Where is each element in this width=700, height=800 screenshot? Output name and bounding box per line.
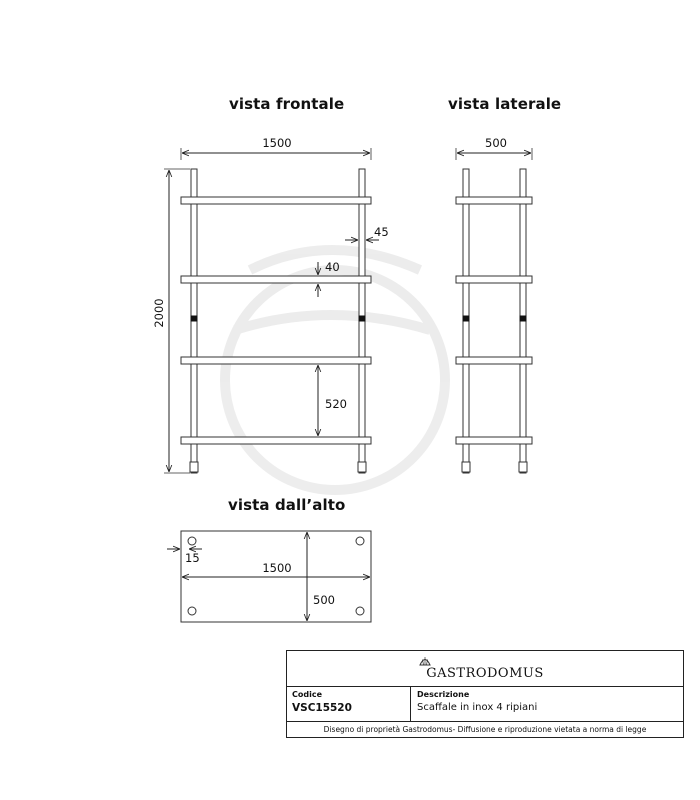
brand-name: GASTRODOMUS (426, 666, 544, 681)
top-foot-hole-bl (188, 607, 196, 615)
side-depth-label: 500 (485, 136, 507, 150)
top-depth-label: 500 (313, 593, 335, 607)
side-shelf-3 (456, 357, 532, 364)
code-label: Codice (292, 690, 323, 699)
post-width-label: 45 (374, 225, 389, 239)
foot-offset-label: 15 (185, 551, 200, 565)
side-view (456, 136, 532, 473)
front-right-joint (359, 316, 365, 321)
front-width-label: 1500 (262, 136, 292, 150)
front-left-foot (190, 462, 198, 472)
description-value: Scaffale in inox 4 ripiani (417, 702, 538, 713)
code-value: VSC15520 (292, 702, 352, 714)
front-view (152, 136, 389, 473)
copyright-notice: Disegno di proprietà Gastrodomus- Diffusione e riproduzione vietata a norma di legge (323, 724, 647, 734)
front-left-joint (191, 316, 197, 321)
brand-header (287, 651, 683, 687)
front-view-title: vista frontale (229, 95, 345, 113)
front-shelf-1 (181, 197, 371, 204)
top-foot-hole-br (356, 607, 364, 615)
top-width-label: 1500 (262, 561, 292, 575)
shelf-spacing-label: 520 (325, 397, 347, 411)
side-view-title: vista laterale (448, 95, 562, 113)
side-shelf-4 (456, 437, 532, 444)
side-right-joint (520, 316, 526, 321)
top-foot-hole-tl (188, 537, 196, 545)
title-block-info-row (287, 687, 683, 722)
watermark-logo (225, 250, 445, 490)
side-shelf-1 (456, 197, 532, 204)
front-height-label: 2000 (152, 298, 166, 328)
side-right-foot (519, 462, 527, 472)
top-foot-hole-tr (356, 537, 364, 545)
front-right-foot (358, 462, 366, 472)
shell-logo-icon (418, 654, 432, 668)
side-left-joint (463, 316, 469, 321)
description-label: Descrizione (417, 690, 470, 699)
top-view-title: vista dall’alto (228, 496, 346, 514)
side-shelf-2 (456, 276, 532, 283)
front-shelf-4 (181, 437, 371, 444)
description-cell (411, 687, 683, 721)
front-shelf-2 (181, 276, 371, 283)
shelf-thickness-label: 40 (325, 260, 340, 274)
title-block (286, 650, 684, 738)
top-view (167, 531, 371, 622)
code-cell (287, 687, 411, 721)
side-left-foot (462, 462, 470, 472)
front-shelf-3 (181, 357, 371, 364)
